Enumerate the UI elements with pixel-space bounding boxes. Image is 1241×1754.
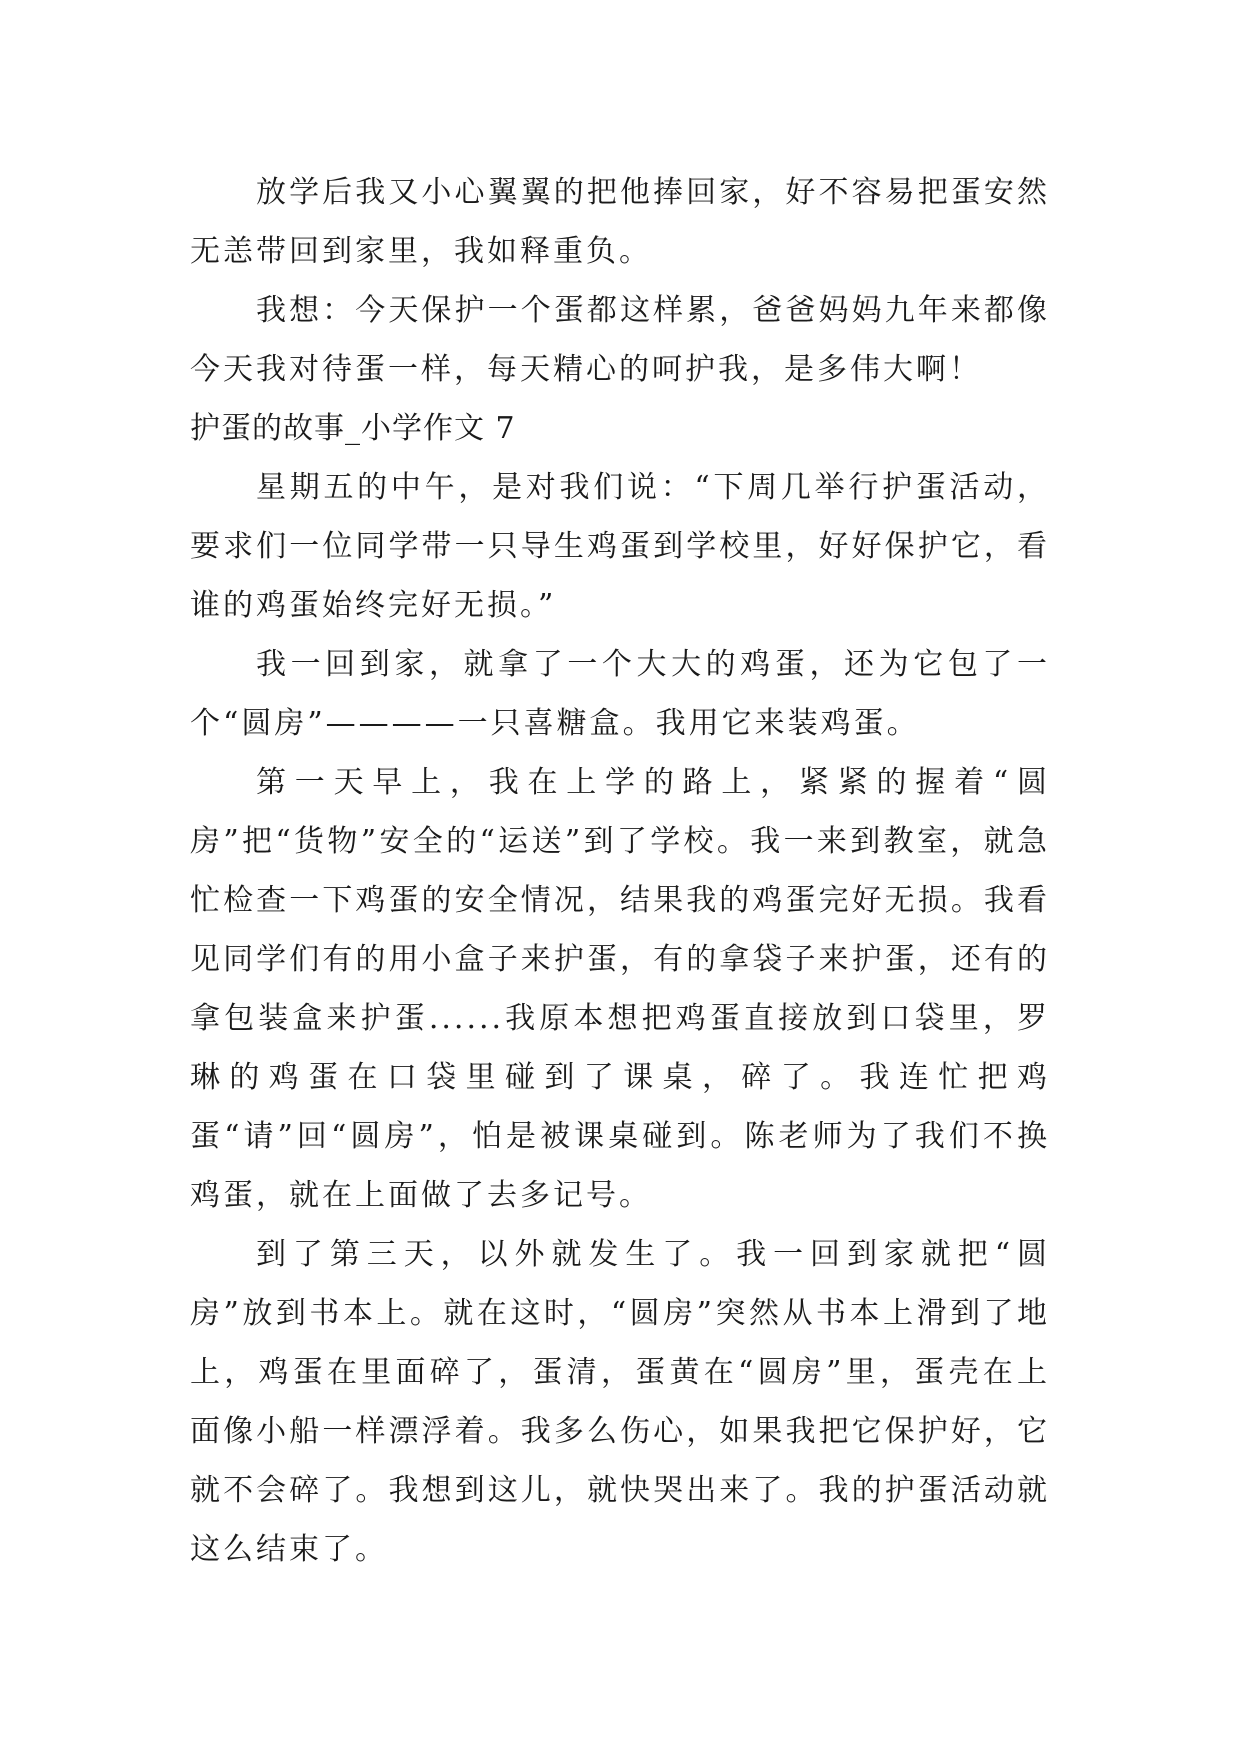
paragraph: 到了第三天，以外就发生了。我一回到家就把“圆房”放到书本上。就在这时，“圆房”突然从书本上滑到了地上，鸡蛋在里面碎了，蛋清，蛋黄在“圆房”里，蛋壳在上面像小船一样漂浮着。我多么伤心，如果我把它保护好，它就不会碎了。我想到这儿，就快哭出来了。我的护蛋活动就这么结束了。	[190, 1237, 1050, 1567]
paragraph: 第一天早上，我在上学的路上，紧紧的握着“圆房”把“货物”安全的“运送”到了学校。我一来到教室，就急忙检查一下鸡蛋的安全情况，结果我的鸡蛋完好无损。我看见同学们有的用小盒子来护蛋，有的拿袋子来护蛋，还有的拿包装盒来护蛋......我原本想把鸡蛋直接放到口袋里，罗琳的鸡蛋在口袋里碰到了课桌，碎了。我连忙把鸡蛋“请”回“圆房”，怕是被课桌碰到。陈老师为了我们不换鸡蛋，就在上面做了去多记号。	[190, 765, 1050, 1213]
paragraph: 我一回到家，就拿了一个大大的鸡蛋，还为它包了一个“圆房”————一只喜糖盒。我用它来装鸡蛋。	[190, 647, 1050, 741]
document-body	[190, 163, 1050, 1579]
paragraph: 我想：今天保护一个蛋都这样累，爸爸妈妈九年来都像今天我对待蛋一样，每天精心的呵护我，是多伟大啊！	[190, 293, 1050, 387]
paragraph: 放学后我又小心翼翼的把他捧回家，好不容易把蛋安然无恙带回到家里，我如释重负。	[190, 175, 1050, 269]
section-title: 护蛋的故事_小学作文 7	[190, 411, 516, 446]
paragraph: 星期五的中午，是对我们说：“下周几举行护蛋活动，要求们一位同学带一只导生鸡蛋到学校里，好好保护它，看谁的鸡蛋始终完好无损。”	[190, 470, 1050, 623]
